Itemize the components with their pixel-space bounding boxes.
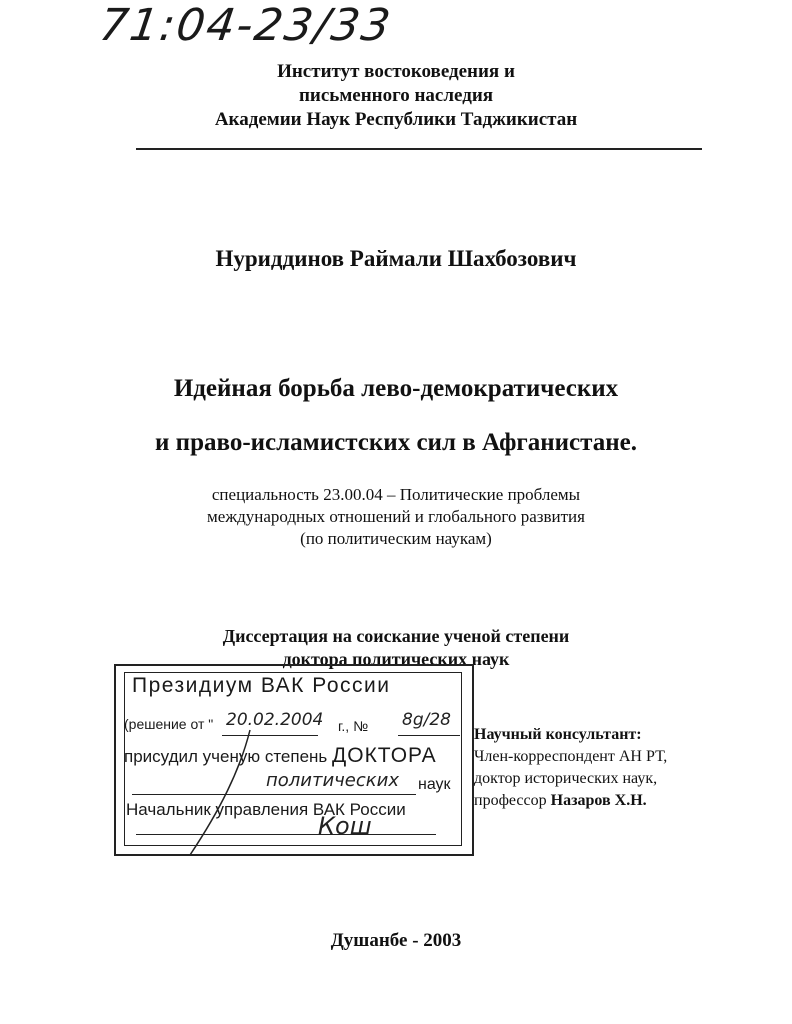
specialty-line-1: специальность 23.00.04 – Политические проблемы — [211, 485, 581, 504]
stamp-signature: Кош — [318, 812, 372, 840]
stamp-awarded-degree: ДОКТОРА — [332, 744, 437, 767]
title-line-2: и право-исламистских сил в Афганистане. — [155, 429, 637, 456]
title-line-1: Идейная борьба лево-демократических — [173, 375, 619, 402]
stamp-chief: Начальник управления ВАК России — [126, 800, 406, 819]
degree-line-1: Диссертация на соискание ученой степени — [222, 626, 570, 646]
dissertation-title — [0, 362, 792, 470]
number-underline — [398, 735, 460, 736]
signature-stroke-icon — [180, 720, 260, 860]
stamp-decision-number: 8g/28 — [402, 710, 451, 730]
degree-line-2: доктора политических наук — [282, 649, 510, 669]
stamp-field-handwritten: политических — [266, 770, 399, 791]
consultant-title: профессор — [474, 792, 547, 809]
field-underline — [132, 794, 416, 795]
stamp-awarded-prefix: присудил ученую степень — [124, 747, 328, 766]
institute-line-3: Академии Наук Республики Таджикистан — [214, 109, 578, 130]
specialty-line-3: (по политическим наукам) — [300, 529, 492, 548]
specialty-block — [0, 484, 792, 550]
archive-code: 71:04-23/33 — [96, 0, 396, 51]
stamp-title: Президиум ВАК России — [132, 674, 391, 697]
stamp-field-suffix: наук — [418, 776, 451, 793]
author-name: Нуриддинов Раймали Шахбозович — [215, 246, 577, 271]
header-divider — [136, 148, 702, 150]
stamp-decision-mid: г., № — [338, 718, 369, 734]
consultant-block — [474, 724, 667, 812]
stamp-decision-prefix: (решение от " — [124, 716, 214, 732]
stamp-awarded-line — [124, 744, 437, 768]
specialty-line-2: международных отношений и глобального развития — [207, 507, 585, 526]
consultant-line-2: доктор исторических наук, — [474, 770, 658, 787]
consultant-line-1: Член-корреспондент АН РТ, — [474, 748, 668, 765]
city-year: Душанбе - 2003 — [330, 930, 462, 951]
consultant-name: Назаров Х.Н. — [550, 792, 647, 809]
stamp-decision-date: 20.02.2004 — [226, 710, 324, 730]
consultant-label: Научный консультант: — [474, 726, 642, 743]
institute-line-2: письменного наследия — [298, 85, 494, 106]
institute-header — [0, 60, 792, 132]
institute-line-1: Институт востоковедения и — [277, 61, 515, 82]
